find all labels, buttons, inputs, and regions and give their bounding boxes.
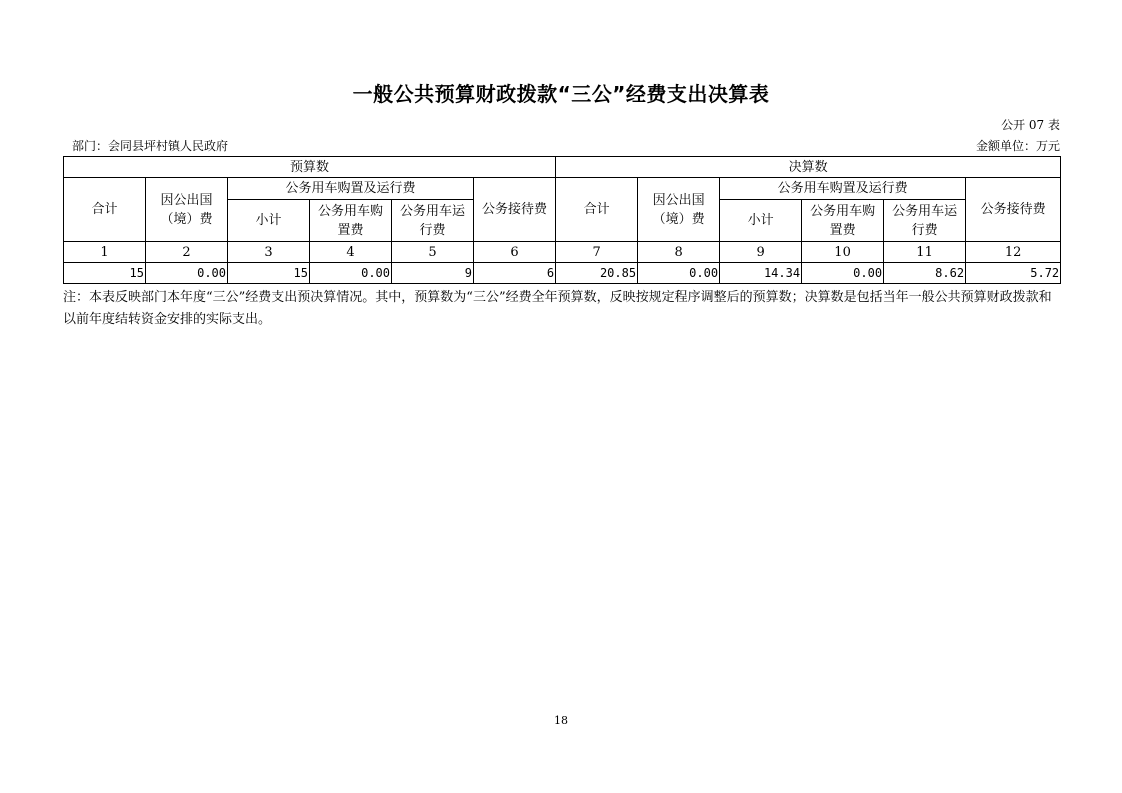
index-cell: 4 — [310, 242, 392, 263]
budget-operation-header: 公务用车运 行费 — [392, 200, 474, 242]
index-cell: 8 — [638, 242, 720, 263]
final-total-value: 20.85 — [556, 263, 638, 284]
index-cell: 3 — [228, 242, 310, 263]
department-label: 部门：会同县坪村镇人民政府 — [72, 139, 229, 153]
budget-purchase-header: 公务用车购 置费 — [310, 200, 392, 242]
budget-reception-header: 公务接待费 — [474, 178, 556, 242]
final-abroad-header: 因公出国 （境）费 — [638, 178, 720, 242]
final-subtotal-value: 14.34 — [720, 263, 802, 284]
budget-group-header: 预算数 — [64, 157, 556, 178]
budget-purchase-value: 0.00 — [310, 263, 392, 284]
page-number: 18 — [554, 714, 568, 727]
final-subtotal-header: 小计 — [720, 200, 802, 242]
budget-subtotal-header: 小计 — [228, 200, 310, 242]
index-cell: 12 — [966, 242, 1061, 263]
budget-vehicle-header: 公务用车购置及运行费 — [228, 178, 474, 200]
budget-operation-value: 9 — [392, 263, 474, 284]
page-title: 一般公共预算财政拨款“三公”经费支出决算表 — [352, 82, 770, 106]
final-reception-value: 5.72 — [966, 263, 1061, 284]
index-cell: 10 — [802, 242, 884, 263]
three-public-expense-table — [63, 156, 1061, 284]
final-total-header: 合计 — [556, 178, 638, 242]
data-row — [64, 263, 1061, 284]
budget-total-value: 15 — [64, 263, 146, 284]
budget-abroad-value: 0.00 — [146, 263, 228, 284]
amount-unit-label: 金额单位：万元 — [975, 139, 1060, 153]
final-operation-header: 公务用车运 行费 — [884, 200, 966, 242]
final-vehicle-header: 公务用车购置及运行费 — [720, 178, 966, 200]
index-cell: 7 — [556, 242, 638, 263]
final-reception-header: 公务接待费 — [966, 178, 1061, 242]
budget-total-header: 合计 — [64, 178, 146, 242]
final-purchase-header: 公务用车购 置费 — [802, 200, 884, 242]
index-cell: 5 — [392, 242, 474, 263]
budget-reception-value: 6 — [474, 263, 556, 284]
final-group-header: 决算数 — [556, 157, 1061, 178]
final-purchase-value: 0.00 — [802, 263, 884, 284]
index-cell: 2 — [146, 242, 228, 263]
form-number: 公开 07 表 — [1001, 118, 1060, 132]
index-cell: 1 — [64, 242, 146, 263]
final-operation-value: 8.62 — [884, 263, 966, 284]
table-note: 注：本表反映部门本年度“三公”经费支出预决算情况。其中，预算数为“三公”经费全年预算数，反映按规定程序调整后的预算数；决算数是包括当年一般公共预算财政拨款和以前年度结转资金安排的实际支出。 — [63, 290, 1052, 327]
budget-abroad-header: 因公出国 （境）费 — [146, 178, 228, 242]
index-cell: 6 — [474, 242, 556, 263]
budget-subtotal-value: 15 — [228, 263, 310, 284]
final-abroad-value: 0.00 — [638, 263, 720, 284]
index-cell: 9 — [720, 242, 802, 263]
index-cell: 11 — [884, 242, 966, 263]
index-row — [64, 242, 1061, 263]
